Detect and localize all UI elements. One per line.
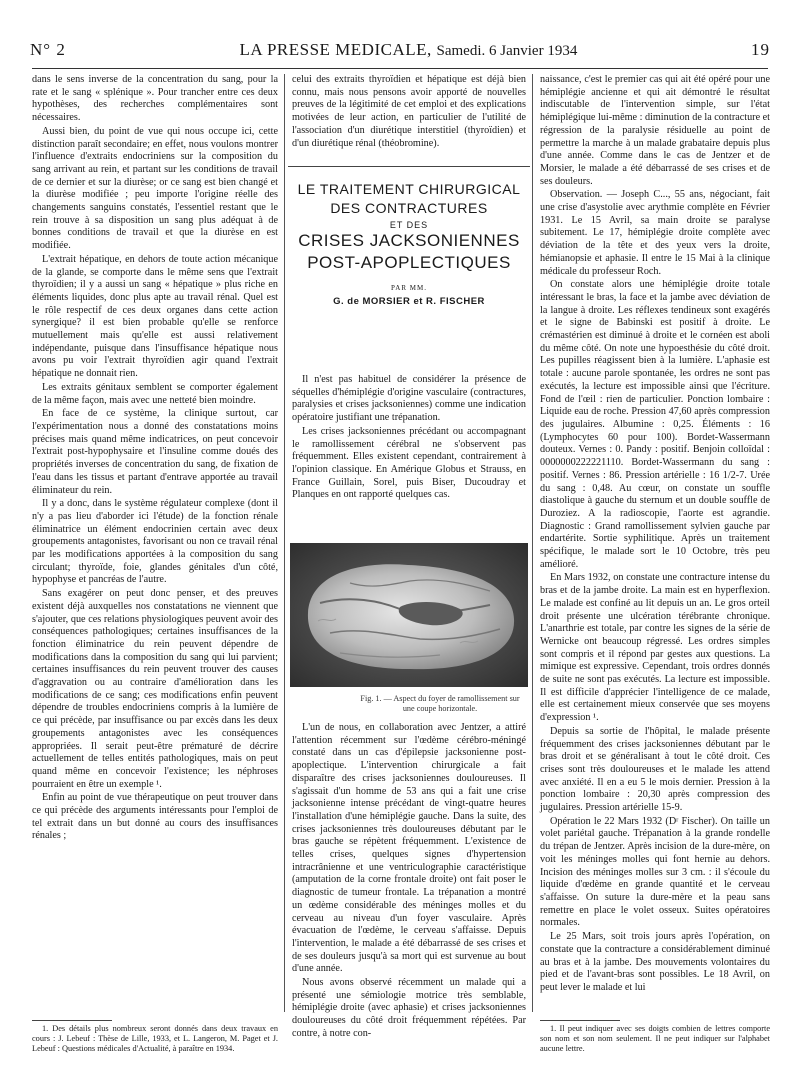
article-title-line: CRISES JACKSONIENNES [298, 231, 520, 250]
paragraph: naissance, c'est le premier cas qui ait été opéré pour une hémiplégie ancienne et qui ait démontré le résultat indiscutable de l'intervention simple, sur l'état hémiplégique lui-même : diminution de la contracture et régression de la paralysie résiduelle au point de permettre la marche à un malade grabataire depuis plus d'une année. Comme dans le cas de Jentzer et de Morsier, le malade a été débarrassé de ses crises et de ses douleurs. [540, 74, 770, 187]
paragraph: Les crises jacksoniennes précédant ou accompagnant le ramollissement cérébral ne s'observent pas fréquemment. Elles existent cependant, contrairement à l'opinion classique. En Amérique Globus et Strauss, en France Guillain, Sorel, puis Biser, Ducoudray et Planques en ont rapporté quelques cas. [292, 425, 526, 501]
column-divider [532, 74, 533, 1012]
article-title-line: LE TRAITEMENT CHIRURGICAL [297, 181, 521, 197]
paragraph: Sans exagérer on peut donc penser, et des preuves existent déjà auxquelles nos constatations ne viennent que s'ajouter, que ces relations physiologiques peuvent avoir des conséquences pathologiques; certaines insuffisances de la fonction éliminatrice du rein peuvent dépendre de modifications dans la composition du sang qui lui parvient; certaines insuffisances du rein peuvent trouver des causes d'aggravation ou au contraire d'amélioration dans les modifications de ce sang; ces modifications enfin peuvent dépendre de troubles endocriniens compris à la lumière de ce qui précède, par insuffisance ou par excès dans les deux groupements antagonistes avec les conséquences appropriées. Il serait peut-être prématuré de décrire actuellement de telles entités pathologiques, mais on peut quand même en concevoir l'existence; les néphroses pourraient en être un exemple ¹. [32, 588, 278, 790]
paragraph: L'extrait hépatique, en dehors de toute action mécanique de la glande, se comporte dans le même sens que l'extrait thyroïdien; il y a aussi un sang « hépatique » plus riche en éléments liquides, donc plus apte au travail rénal. Quel est le rôle respectif de ces deux organes dans cette action synergique? il est bien probable qu'elle se renforce mutuellement mais qu'elle est aussi relativement indépendante, puisque dans l'insuffisance hépatique nous avons pu voir l'extrait thyroïdien agir quand l'extrait hépatique ne donnait rien. [32, 253, 278, 380]
article-title-line: DES CONTRACTURES [330, 200, 488, 216]
footnote-rule [540, 1020, 620, 1021]
paragraph: Depuis sa sortie de l'hôpital, le malade présente fréquemment des crises jacksoniennes débutant par le bras droit et se généralisant à tout le côté droit. Ces crises sont très douloureuses et le malade les attend avec anxiété. Il en a eu 5 le mois dernier. Pression à la ponction lombaire : 20,30 après compression des jugulaires. Pression artérielle 15-9. [540, 725, 770, 814]
paragraph: On constate alors une hémiplégie droite totale intéressant le bras, la face et la jambe avec déviation de la langue à droite. Les réflexes tendineux sont exagérés et le signe de Babinski est positif à droite. Le crémastérien est diminué à droite et le cornéen est aboli du même côté. On note une hypoesthésie du côté droit. Les pupilles réagissent bien à la lumière. L'aphasie est totale : aucune parole spontanée, les ordres ne sont pas exécutés, la lecture est impossible ainsi que l'écriture. Fond de l'œil : rien de particulier. Ponction lombaire : Liquide eau de roche. Pression 47,60 après compression des jugulaires. Albumine : 0,25. Éléments : 16 (Lymphocytes 60 pour 100). Bordet-Wassermann douteux. Vernes : 0. Pandy : positif. Benjoin colloïdal : 0000000222221110. Bordet-Wassermann du sang : positif. Vernes : 86. Pression artérielle : 16 1/2-7. Urée du sang : 0,48. Au cœur, on constate un souffle diastolique à gauche du sternum et un double souffle de Duroziez. A la radioscopie, l'aorte est agrandie. Diagnostic : Grand ramollissement sylvien gauche par endartérite. Sortie syphilitique. Après un traitement spécifique, le malade sort le 10 Octobre, très peu amélioré. [540, 279, 770, 570]
article-authors: G. de MORSIER et R. FISCHER [333, 296, 485, 307]
paragraph: L'un de nous, en collaboration avec Jentzer, a attiré l'attention récemment sur l'œdème cérébro-méningé constaté dans un cas d'épilepsie jacksonienne post-apoplectique. L'intervention chirurgicale a fait disparaître des crises jacksoniennes douloureuses. Il s'agissait d'un homme de 53 ans qui a fait une crise jacksonienne intense précédant de vingt-quatre heures l'installation d'une hémiplégie gauche. Dans la suite, des crises jacksoniennes très douloureuses débutant par le bras gauche se répètent fréquemment. L'existence de telles crises, quelques signes d'hypertension intracrânienne et une ventriculographie caractéristique (amputation de la corne frontale droite) ont fait poser le diagnostic de tumeur frontale. La trépanation a montré un œdème considérable des méninges molles et du cerveau au niveau d'un foyer vasculaire. Après évacuation de l'œdème, le cerveau s'affaisse. Depuis l'intervention, le malade a été débarrassé de ses crises et de ses douleurs jusqu'à sa mort qui est survenue au bout d'une année. [292, 722, 526, 975]
page-header [30, 40, 770, 64]
issue-date: Samedi. 6 Janvier 1934 [436, 43, 578, 59]
paragraph: Le 25 Mars, soit trois jours après l'opération, on constate que la contracture a considérablement diminué au bras et à la jambe. Des mouvements volontaires du pied et de l'avant-bras sont possibles. Le 18 Avril, on peut lever le malade et lui [540, 931, 770, 993]
paragraph: En Mars 1932, on constate une contracture intense du bras et de la jambe droite. La main est en hyperflexion. Le malade est confiné au lit depuis un an. Le gros orteil droit présente une ulcération térébrante chronique. L'anarthrie est totale, par contre les signes de la série de Wernicke ont beaucoup régressé. Les ordres simples sont compris et il répond par gestes aux questions. La mimique est expressive. Cependant, trois ordres donnés de suite ne sont pas exécutés. La lecture est impossible. Il est difficile d'apprécier l'intelligence de ce malade, elle est certainement mieux conservée que ses moyens d'expression ¹. [540, 572, 770, 724]
article-title-conjunction: ET DES [389, 220, 429, 230]
paragraph: Les extraits génitaux semblent se comporter également de la même façon, mais avec une netteté bien moindre. [32, 381, 278, 406]
paragraph: celui des extraits thyroïdien et hépatique est déjà bien connu, mais nous pensons avoir apporté de nouvelles preuves de la légitimité de cet emploi et des explications motivées de leur action, en particulier de l'utilité de l'association d'un diurétique interstitiel (thyroïdien) et d'un diurétique rénal (théobromine). [292, 74, 526, 149]
paragraph: Aussi bien, du point de vue qui nous occupe ici, cette distinction paraît secondaire; en effet, nous voulons montrer l'influence d'extraits endocriniens sur la composition du sang arrivant au rein, et partant sur les conditions de travail de ce dernier et sur la diurèse; or ce sang est bien changé et la diurèse modifiée ; peu importe l'origine réelle des changements sanguins constatés, l'essentiel restant que le rein trouve à sa disposition un sang plus adéquat à de bonnes conditions de travail et que la diurèse en est modifiée. [32, 125, 278, 252]
paragraph: Nous avons observé récemment un malade qui a présenté une sémiologie motrice très semblable, hémiplégie droite (avec aphasie) et crises jacksoniennes douloureuses du côté droit fréquemment répétées. Par contre, à notre con- [292, 977, 526, 1039]
issue-number: N° 2 [30, 40, 66, 59]
journal-title-line [239, 40, 577, 60]
header-rule [32, 68, 768, 69]
paragraph: Enfin au point de vue thérapeutique on peut trouver dans ce qui précède des arguments intéressants pour l'emploi de tel extrait dans un but donné au cours des insuffisances rénales ; [32, 792, 278, 842]
footnote-text: 1. Il peut indiquer avec ses doigts combien de lettres comporte son nom et son nom seulement. Il ne peut indiquer sur l'alphabet aucune lettre. [540, 1024, 770, 1054]
column-2-intro [292, 374, 526, 536]
article-heading [292, 180, 526, 307]
byline-prefix: PAR MM. [391, 284, 427, 292]
paragraph: Il n'est pas habituel de considérer la présence de séquelles d'hémiplégie d'origine vasculaire (contractures, paralysies et crises jacksoniennes) comme une indication opératoire justifiant une trépanation. [292, 374, 526, 424]
paragraph: Observation. — Joseph C..., 55 ans, négociant, fait une crise d'asystolie avec arythmie complète en Février 1931. Le 15 Avril, sa main droite se paralyse subitement. Le 17, hémiplégie droite complète avec déviation de la tête et des yeux vers la droite, hémianopsie et aphasie. Il entre le 15 Mai à la clinique médicale du professeur Roch. [540, 189, 770, 277]
figure-caption: Fig. 1. — Aspect du foyer de ramollissement sur une coupe horizontale. [360, 694, 520, 713]
column-3 [540, 74, 770, 1026]
footnote-text: 1. Des détails plus nombreux seront donnés dans deux travaux en cours : J. Lebeuf : Thèse de Lille, 1933, et L. Langeron, M. Paget et J. Lebeuf : Questions médicales d'Actualité, à paraître en 1934. [32, 1024, 278, 1054]
brain-section-image [290, 543, 528, 687]
paragraph: En face de ce système, la clinique surtout, car l'expérimentation nous a donné des constatations moins précises mais quand même indicatrices, on peut concevoir l'extrait post-hypophysaire et l'insuline comme doués des propriétés inverses de concentration du sang, de fixation de l'eau dans les tissus et partant d'entrave apportée au travail éliminateur du rein. [32, 408, 278, 496]
footnote [540, 1024, 770, 1055]
footnote-rule [32, 1020, 112, 1021]
paragraph: dans le sens inverse de la concentration du sang, pour la rate et le sang « splénique ». Pour trancher entre ces deux hypothèses, des recherches complémentaires sont nécessaires. [32, 74, 278, 124]
journal-title: LA PRESSE MEDICALE, [239, 40, 432, 59]
brain-section-figure [290, 543, 528, 687]
footnote [32, 1024, 278, 1055]
column-divider [284, 74, 285, 1012]
paragraph: Opération le 22 Mars 1932 (Dʳ Fischer). On taille un volet pariétal gauche. Trépanation à la grande rondelle du trépan de Jentzer. Après incision de la dure-mère, on voit les méninges molles qui font hernie au dehors. Incision des méninges molles sur 3 cm. : il s'écoule du liquide d'œdème en grande quantité et le cerveau s'affaisse. On suture la dure-mère et la peau sans remettre en place le volet osseux. Suites opératoires normales. [540, 815, 770, 929]
paragraph: Il y a donc, dans le système régulateur complexe (dont il n'y a pas lieu d'aborder ici l'étude) de la fonction rénale éliminatrice un élément endocrinien certain avec deux groupements antagonistes, favorisant ou non ce travail rénal par les modifications apportées à la composition du sang circulant; thyroïde, foie, glandes génitales d'un côté, hypophyse et pancréas de l'autre. [32, 498, 278, 586]
column-1 [32, 74, 278, 1008]
page-number: 19 [750, 40, 770, 59]
column-2-bottom [292, 722, 526, 1039]
article-title-line: POST-APOPLECTIQUES [307, 253, 511, 272]
